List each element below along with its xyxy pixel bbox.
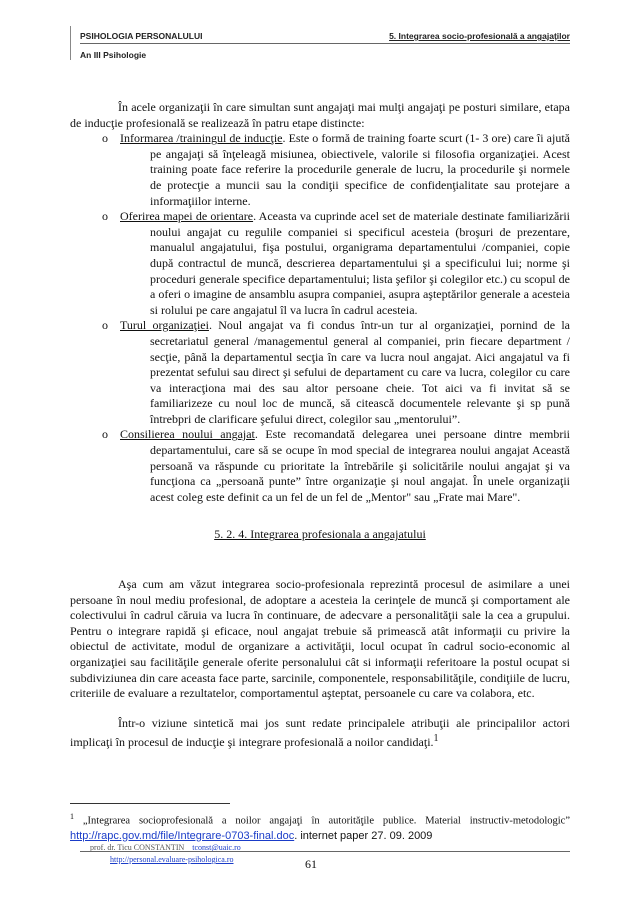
list-item-term: Oferirea mapei de orientare [120, 209, 254, 224]
list-item-term: Consilierea noului angajat [120, 427, 255, 442]
paragraph-text: Într-o viziune sintetică mai jos sunt redate principalele atribuţii ale principalilor actori implicaţi în procesul de inducţie şi integrare profesională a noilor candidaţi. [70, 715, 570, 750]
paragraph-spacer [70, 702, 570, 716]
header-course-title: PSIHOLOGIA PERSONALULUI [80, 31, 203, 41]
footnote [70, 810, 570, 844]
list-item [70, 318, 570, 427]
bullet-mark: o [102, 209, 108, 224]
header-rule [80, 43, 570, 44]
header-chapter-title: 5. Integrarea socio-profesională a angajaţilor [389, 31, 570, 41]
body-paragraph-2 [70, 716, 570, 751]
list-item-text: . Aceasta va cuprinde acel set de materiale destinate familiarizării noului angajat cu regulile companiei si specificul acesteia (broşuri de prezentare, manualul angajatului, fişa postului, organigrama departamentului /companiei, copie după contractul de muncă, descrierea departamentului şi a specificului lui; norme şi proceduri generale specifice departamentului; lista şefilor şi colegilor etc.) cu scopul de a oferi o imagine de ansamblu asupra companiei, asupra aşteptărilor generale a acesteia si rolului pe care angajatul îl va lucra în cadrul acesteia. [150, 209, 570, 317]
induction-steps-list [70, 131, 570, 505]
list-item-term: Informarea /trainingul de inducţie [120, 131, 283, 146]
list-item [70, 209, 570, 318]
section-heading: 5. 2. 4. Integrarea profesionala a angajatului [214, 527, 426, 542]
footer-email-link[interactable]: tconst@uaic.ro [192, 843, 241, 852]
list-item [70, 427, 570, 505]
header-border [70, 26, 71, 60]
bullet-mark: o [102, 427, 108, 442]
footnote-reference[interactable]: 1 [433, 733, 439, 745]
header-year: An III Psihologie [80, 50, 147, 60]
footnote-tail: . internet paper 27. 09. 2009 [294, 829, 433, 842]
body-paragraph: Aşa cum am văzut integrarea socio-profesionala reprezintă procesul de asimilare a unei persoane în noul mediu profesional, de adoptare a acesteia la cerinţele de muncă şi comportament ale colectivului în cadrul căruia va lucra în continuare, de adecvare a personalităţii sale la cea a grupului. Pentru o integrare rapidă şi eficace, noul angajat trebuie să primească atât informaţii cu privire la obiectul de activitate, modul de organizare a activităţii, locul ocupat în cadrul socio-economic al organizaţiei sau facilităţile generale oferite personalului cât si informaţii referitoare la postul ocupat si subdiviziunea din care aceasta face parte, sarcinile, componentele, responsabilităţile, condiţiile de lucru, criteriile de evaluare a rezultatelor, comportamentul aşteptat, persoanele cu care va colabora, etc. [70, 577, 570, 701]
footer-site-line [90, 854, 241, 866]
page-footer [90, 842, 241, 866]
list-item [70, 131, 570, 209]
footer-author: prof. dr. Ticu CONSTANTIN [90, 843, 185, 852]
footer-site-link[interactable]: http://personal.evaluare-psihologica.ro [110, 855, 234, 864]
footer-rule [80, 851, 570, 852]
bullet-mark: o [102, 131, 108, 146]
list-item-term: Turul organizaţiei [120, 318, 209, 333]
list-item-text: . Este o formă de training foarte scurt (1- 3 ore) care îi ajută pe angajaţi să înţeleagă misiunea, obiectivele, valorile si filosofia organizaţiei. Acest training poate face referire la procedurile generale de lucru, la procedurile şi normele de protecţie a muncii sau la condiţii specifice de confidenţialitate sau protejare a informaţiilor interne. [150, 131, 570, 208]
footnote-text: „Integrarea socioprofesională a noilor angajaţi în autorităţile publice. Material instructiv-metodologic” [82, 815, 571, 827]
footnote-mark: 1 [70, 812, 74, 821]
footer-author-line [90, 842, 241, 854]
bullet-mark: o [102, 318, 108, 333]
footnote-rule [70, 803, 230, 804]
page-number: 61 [305, 857, 317, 871]
intro-paragraph: În acele organizaţii în care simultan sunt angajaţi mai mulţi angajaţi pe posturi similare, etapa de inducţie profesională se realizează în patru etape distincte: [70, 100, 570, 130]
list-item-text: . Este recomandată delegarea unei persoane dintre membrii departamentului, care să se ocupe în mod special de integrarea noului angajat Această persoană va răspunde cu prioritate la întrebările şi solicitările noului angajat şi va funcţiona ca „persoană punte” între organizaţie şi noul angajat. În unele organizaţii acest coleg este definit ca un fel de un fel de „Mentor" sau „Frate mai Mare". [150, 427, 570, 504]
list-item-text: . Noul angajat va fi condus într-un tur al organizaţiei, pornind de la secretariatul general /managementul general al companiei, prin fiecare department / secţie, până la departamentul secţia în care va lucra noul angajat. Aici angajatul va fi prezentat sefului sau direct şi sefului de departament cu care va lucra, colegilor cu care va interacţiona mai des sau altor persoane cheie. Tot aici va fi invitat să se familiarizeze cu noul loc de muncă, să citească documentele relevante şi sp pună întrebpri de clarificare şefului direct, colegilor sau „mentorului”. [150, 318, 570, 426]
footnote-link[interactable]: http://rapc.gov.md/file/Integrare-0703-final.doc [70, 829, 295, 842]
document-body [70, 100, 570, 751]
